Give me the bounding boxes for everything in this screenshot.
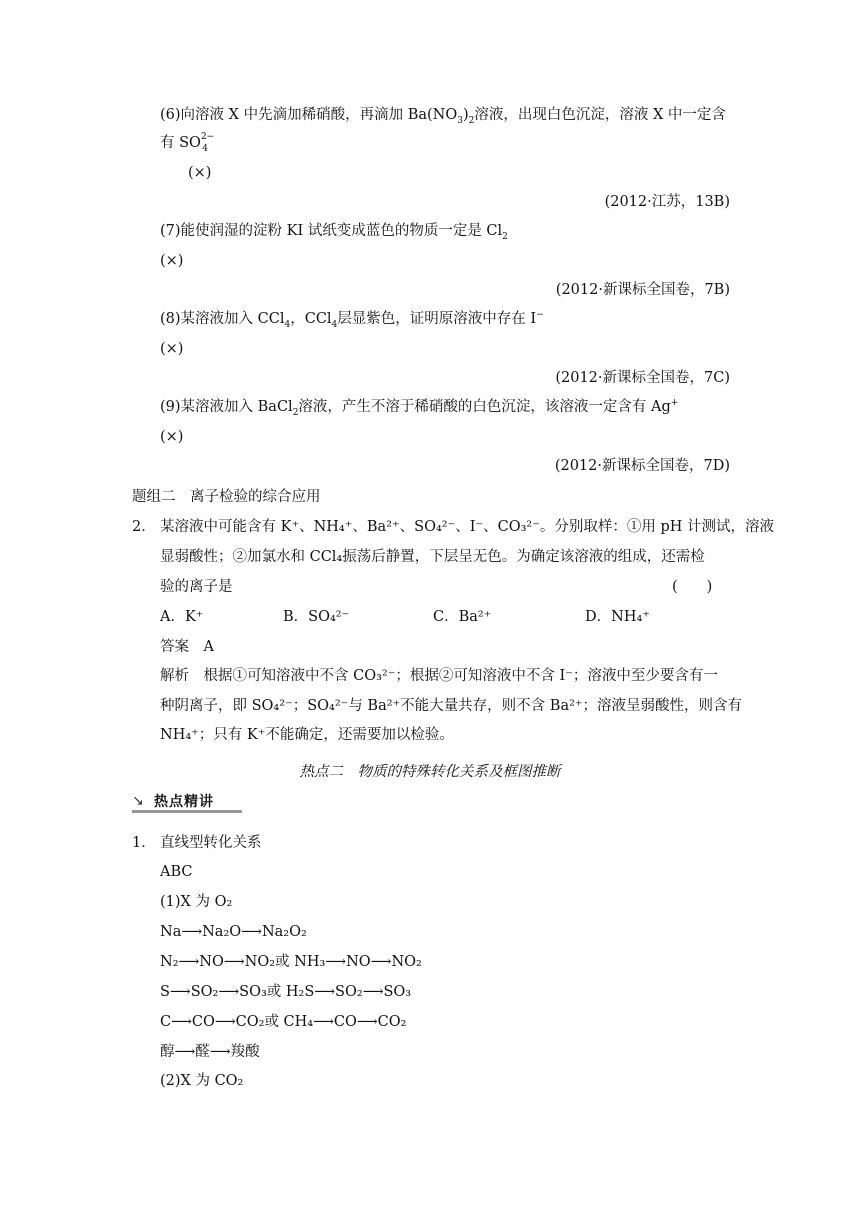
item-7-text: (7)能使润湿的淀粉 KI 试纸变成蓝色的物质一定是 Cl <box>160 223 503 239</box>
item-6-line1: (6)向溶液 X 中先滴加稀硝酸，再滴加 $Ba(NO_3)_2$溶液，出现白色沉淀，溶液 X 中一定含 <box>160 107 726 126</box>
arrow-icon: ↘ <box>132 793 144 809</box>
item-6-source: (2012·江苏，13B) <box>604 194 730 210</box>
item-6-answer: (×) <box>188 165 212 181</box>
case-2-title: (2)X 为 CO₂ <box>160 1073 244 1089</box>
explanation-line2: 种阴离子，即 SO₄²⁻；SO₄²⁻与 Ba²⁺不能大量共存，则不含 Ba²⁺；溶液呈弱酸性，则含有 <box>160 698 743 714</box>
item-6-line2: 有 $SO^{2-}_4$ <box>160 132 215 154</box>
item-7-answer: (×) <box>160 253 184 269</box>
question-2-line3: 验的离子是 <box>160 579 233 595</box>
item-8-text-b: ，CCl <box>290 311 332 327</box>
reaction-4: C⟶CO⟶CO₂或 CH₄⟶CO⟶CO₂ <box>160 1014 407 1030</box>
reaction-3: S⟶SO₂⟶SO₃或 H₂S⟶SO₂⟶SO₃ <box>160 984 412 1000</box>
answer-line: 答案 A <box>160 639 214 655</box>
item-6-text-c: 溶液，出现白色沉淀，溶液 X 中一定含 <box>474 107 726 123</box>
hotspot-label-block <box>132 791 242 813</box>
item-6-text-b: ) <box>462 107 469 123</box>
item-6-text-a: (6)向溶液 X 中先滴加稀硝酸，再滴加 Ba(NO <box>160 107 458 123</box>
subsection-1-number: 1． <box>132 835 156 851</box>
question-2-line2: 显弱酸性；②加氯水和 CCl₄振荡后静置，下层呈无色。为确定该溶液的组成，还需检 <box>160 549 705 565</box>
item-9-text-a: (9)某溶液加入 BaCl <box>160 399 293 415</box>
hotspot-label: 热点精讲 <box>154 794 214 810</box>
answer-paren: ( ) <box>672 579 713 595</box>
option-b: B．SO₄²⁻ <box>283 609 350 625</box>
section-heading: 热点二 物质的特殊转化关系及框图推断 <box>299 764 561 780</box>
item-7-line1: (7)能使润湿的淀粉 KI 试纸变成蓝色的物质一定是 $Cl_2$ <box>160 223 508 242</box>
item-8-line1: (8)某溶液加入 CCl$_4$，CCl$_4$层显紫色，证明原溶液中存在 I− <box>160 310 544 330</box>
group-2-title: 题组二 离子检验的综合应用 <box>132 489 321 505</box>
abc-label: ABC <box>160 864 193 880</box>
item-8-text-a: (8)某溶液加入 CCl <box>160 311 285 327</box>
item-9-source: (2012·新课标全国卷，7D) <box>554 458 730 474</box>
reaction-1: Na⟶Na₂O⟶Na₂O₂ <box>160 924 307 940</box>
item-9-answer: (×) <box>160 429 184 445</box>
explanation-line1: 解析 根据①可知溶液中不含 CO₃²⁻；根据②可知溶液中不含 I⁻；溶液中至少要含有一 <box>160 668 718 684</box>
option-d: D．NH₄⁺ <box>585 609 650 625</box>
item-6-text-d: 有 SO <box>160 135 201 151</box>
explanation-line3: NH₄⁺；只有 K⁺不能确定，还需要加以检验。 <box>160 727 454 743</box>
item-8-source: (2012·新课标全国卷，7C) <box>555 370 730 386</box>
option-c: C．Ba²⁺ <box>433 609 492 625</box>
item-8-text-c: 层显紫色，证明原溶液中存在 I <box>337 311 537 327</box>
item-7-source: (2012·新课标全国卷，7B) <box>555 282 730 298</box>
case-1-title: (1)X 为 O₂ <box>160 894 233 910</box>
option-a: A．K⁺ <box>160 609 204 625</box>
question-2-line1: 某溶液中可能含有 K⁺、NH₄⁺、Ba²⁺、SO₄²⁻、I⁻、CO₃²⁻。分别取样：①用 pH 计测试，溶液 <box>160 519 775 535</box>
item-8-answer: (×) <box>160 341 184 357</box>
reaction-2: N₂⟶NO⟶NO₂或 NH₃⟶NO⟶NO₂ <box>160 954 422 970</box>
question-2-number: 2． <box>132 519 156 535</box>
subsection-1-title: 直线型转化关系 <box>160 835 262 851</box>
item-9-line1: (9)某溶液加入 BaCl$_2$溶液，产生不溶于稀硝酸的白色沉淀，该溶液一定含有 Ag+ <box>160 398 679 418</box>
label-underline <box>132 810 242 813</box>
item-9-text-b: 溶液，产生不溶于稀硝酸的白色沉淀，该溶液一定含有 Ag <box>298 399 671 415</box>
reaction-5: 醇⟶醛⟶羧酸 <box>160 1044 260 1060</box>
